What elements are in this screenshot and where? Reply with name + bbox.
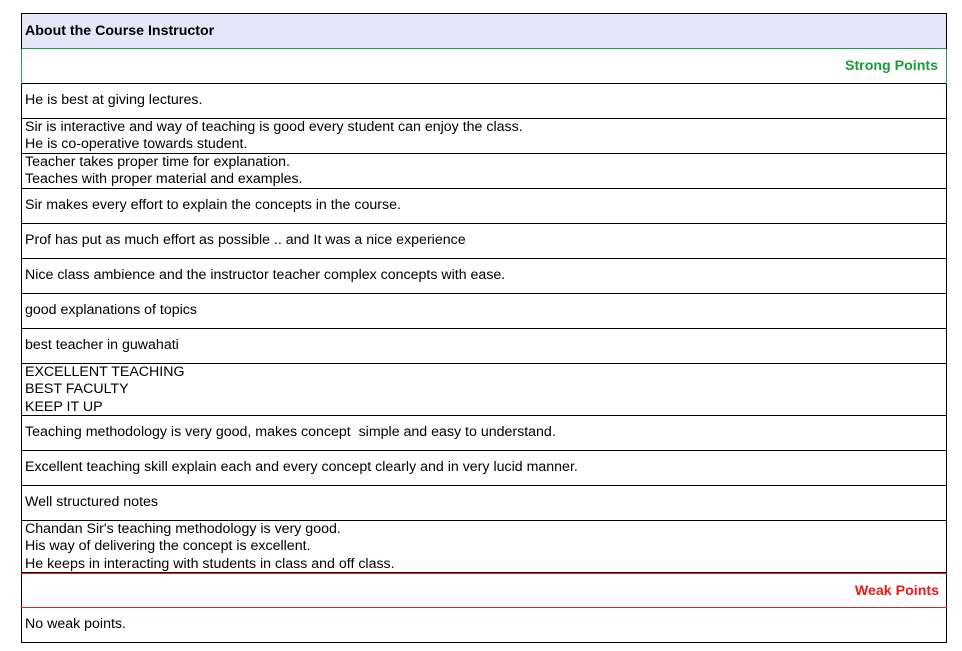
comment-text	[25, 459, 578, 477]
comment-row	[22, 608, 946, 643]
comment-row	[22, 416, 946, 451]
comment-row	[22, 189, 946, 224]
comment-text	[25, 494, 158, 512]
comment-line: Excellent teaching skill explain each and every concept clearly and in very lucid manner.	[25, 459, 578, 476]
comment-row	[22, 259, 946, 294]
strong-points-header-wrap	[21, 49, 947, 84]
comment-text	[25, 302, 197, 320]
comment-text	[25, 364, 185, 416]
comment-line: BEST FACULTY	[25, 381, 129, 398]
comment-row	[22, 451, 946, 486]
weak-points-list	[22, 608, 946, 643]
comment-text	[25, 267, 505, 285]
comment-text	[25, 197, 401, 215]
comment-line: He keeps in interacting with students in class and off class.	[25, 555, 395, 572]
comment-row	[22, 84, 946, 119]
comment-line: He is co-operative towards student.	[25, 136, 248, 153]
comment-text	[25, 337, 179, 355]
comment-row	[22, 154, 946, 189]
comment-text	[25, 424, 556, 442]
comment-line: Teacher takes proper time for explanation.	[25, 154, 290, 170]
comment-line: Teaching methodology is very good, makes concept simple and easy to understand.	[25, 424, 556, 441]
weak-points-header: Weak Points	[21, 573, 947, 608]
comment-line: He is best at giving lectures.	[25, 92, 203, 109]
comment-line: No weak points.	[25, 616, 126, 633]
comment-text	[25, 92, 202, 110]
instructor-feedback-table	[21, 13, 947, 643]
comment-text	[25, 521, 395, 573]
comment-text	[25, 232, 466, 250]
comment-line: Well structured notes	[25, 494, 159, 511]
comment-row	[22, 329, 946, 364]
comment-row	[22, 364, 946, 416]
comment-line: best teacher in guwahati	[25, 337, 179, 354]
strong-points-header: Strong Points	[22, 49, 946, 84]
comment-row	[22, 119, 946, 154]
comment-line: EXCELLENT TEACHING	[25, 364, 185, 380]
comment-text	[25, 616, 126, 634]
comment-row	[22, 521, 946, 573]
strong-points-list	[22, 84, 946, 573]
comment-line: Prof has put as much effort as possible .. and It was a nice experience	[25, 232, 466, 249]
comment-row	[22, 224, 946, 259]
table-title: About the Course Instructor	[22, 14, 946, 49]
comment-line: Nice class ambience and the instructor teacher complex concepts with ease.	[25, 267, 506, 284]
comment-row	[22, 294, 946, 329]
comment-text	[25, 154, 303, 189]
comment-line: Sir makes every effort to explain the concepts in the course.	[25, 197, 401, 214]
comment-text	[25, 119, 523, 154]
comment-line: KEEP IT UP	[25, 398, 103, 415]
comment-line: good explanations of topics	[25, 302, 197, 319]
comment-line: His way of delivering the concept is excellent.	[25, 538, 311, 555]
comment-line: Sir is interactive and way of teaching is good every student can enjoy the class.	[25, 119, 523, 135]
comment-line: Teaches with proper material and examples.	[25, 171, 303, 188]
comment-row	[22, 486, 946, 521]
comment-line: Chandan Sir's teaching methodology is very good.	[25, 521, 341, 537]
